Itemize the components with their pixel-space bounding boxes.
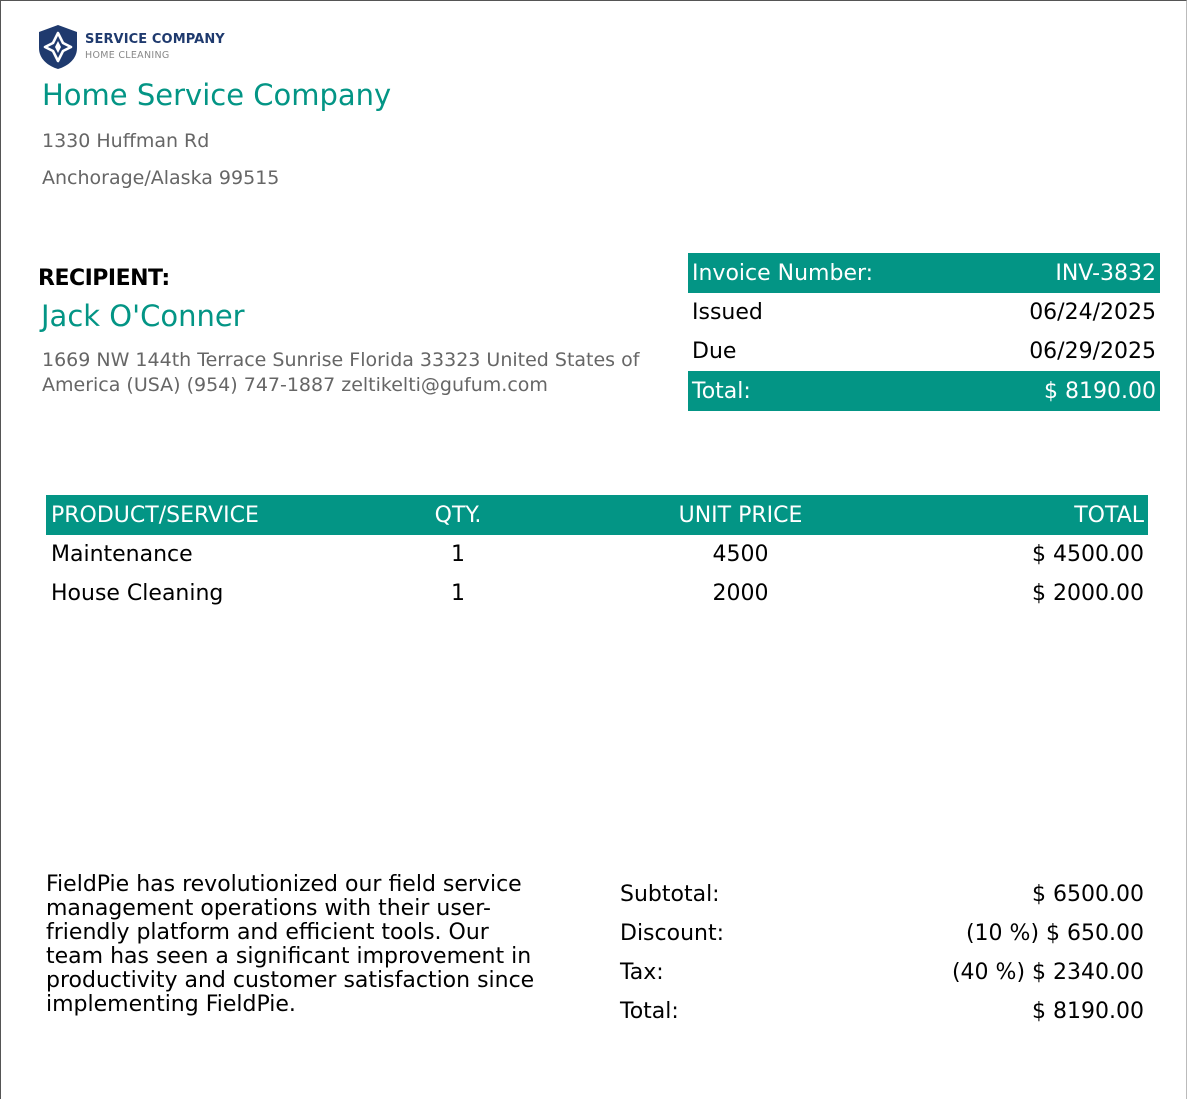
header-total: TOTAL	[1074, 502, 1144, 528]
row-total: $ 4500.00	[1032, 542, 1144, 567]
row-qty: 1	[451, 581, 465, 606]
issued-date: 06/24/2025	[1029, 300, 1156, 325]
company-address-line1: 1330 Huffman Rd	[42, 130, 210, 152]
tax-row	[620, 953, 1144, 992]
invoice-total-label: Total:	[692, 378, 751, 404]
logo-name: SERVICE COMPANY	[85, 32, 225, 48]
issued-row	[688, 293, 1160, 332]
company-name: Home Service Company	[42, 78, 392, 112]
row-product: Maintenance	[51, 542, 193, 567]
company-logo	[37, 24, 225, 70]
due-label: Due	[692, 339, 737, 364]
invoice-number-value: INV-3832	[1055, 260, 1156, 286]
totals-summary	[620, 875, 1144, 1031]
issued-label: Issued	[692, 300, 763, 325]
recipient-heading: RECIPIENT:	[38, 266, 170, 291]
row-total: $ 2000.00	[1032, 581, 1144, 606]
testimonial-note: FieldPie has revolutionized our field service management operations with their user-friendly platform and efficient tools. Our team has seen a significant improvement in productivity and customer satisfaction since implementing FieldPie.	[46, 872, 535, 1017]
shield-logo-icon	[37, 24, 79, 70]
company-address-line2: Anchorage/Alaska 99515	[42, 167, 280, 189]
subtotal-label: Subtotal:	[620, 882, 720, 907]
header-qty: QTY.	[434, 502, 482, 528]
tax-value: (40 %) $ 2340.00	[951, 960, 1144, 985]
row-unit-price: 4500	[712, 542, 769, 567]
invoice-total-row	[688, 371, 1160, 411]
invoice-total-value: $ 8190.00	[1044, 378, 1156, 404]
due-date: 06/29/2025	[1029, 339, 1156, 364]
subtotal-value: $ 6500.00	[1032, 882, 1144, 907]
recipient-details: 1669 NW 144th Terrace Sunrise Florida 33323 United States of America (USA) (954) 747-1887 zeltikelti@gufum.com	[42, 349, 640, 396]
discount-label: Discount:	[620, 921, 724, 946]
row-qty: 1	[451, 542, 465, 567]
table-row	[46, 535, 1148, 574]
grand-total-value: $ 8190.00	[1032, 999, 1144, 1024]
header-product: PRODUCT/SERVICE	[51, 502, 259, 528]
due-row	[688, 332, 1160, 371]
discount-value: (10 %) $ 650.00	[965, 921, 1144, 946]
grand-total-row	[620, 992, 1144, 1031]
subtotal-row	[620, 875, 1144, 914]
header-unit-price: UNIT PRICE	[678, 502, 803, 528]
invoice-number-row	[688, 253, 1160, 293]
items-table	[46, 495, 1148, 613]
row-product: House Cleaning	[51, 581, 224, 606]
invoice-number-label: Invoice Number:	[692, 260, 874, 286]
recipient-name: Jack O'Conner	[41, 299, 245, 333]
tax-label: Tax:	[620, 960, 664, 985]
items-table-header	[46, 495, 1148, 535]
invoice-meta-box	[688, 253, 1160, 411]
discount-row	[620, 914, 1144, 953]
logo-tagline: HOME CLEANING	[85, 50, 170, 62]
row-unit-price: 2000	[712, 581, 769, 606]
table-row	[46, 574, 1148, 613]
grand-total-label: Total:	[620, 999, 679, 1024]
